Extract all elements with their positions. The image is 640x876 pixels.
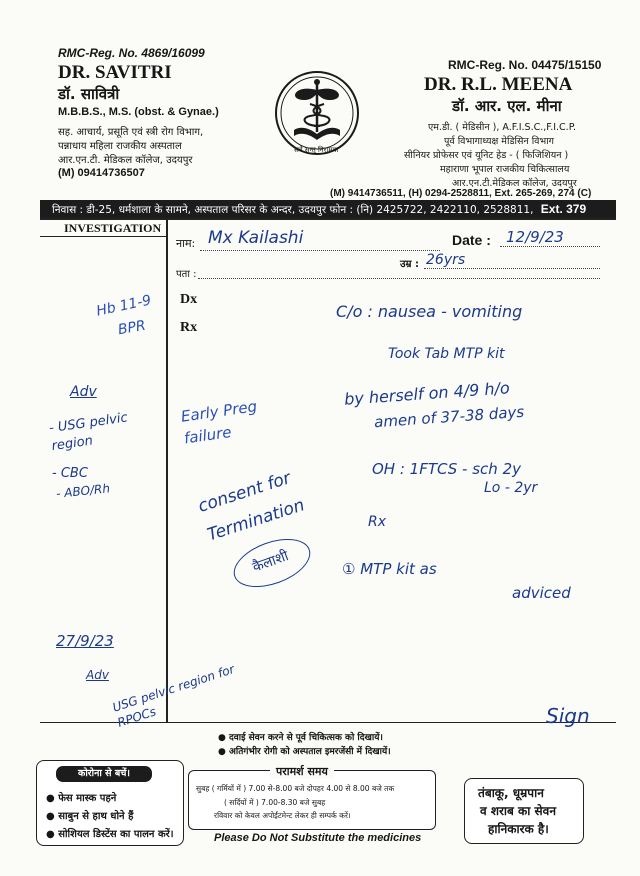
- left-doctor-name: DR. SAVITRI: [58, 62, 172, 83]
- address-line: [198, 278, 600, 279]
- right-doctor-line1: पूर्व विभागाध्यक्ष मेडिसिन विभाग: [444, 136, 554, 147]
- right-doctor-degree: एम.डी. ( मेडिसीन ), A.F.I.S.C.,F.I.C.P.: [428, 122, 576, 133]
- hw-signature: Sign: [546, 704, 590, 728]
- hw-mtp-kit: ① MTP kit as: [342, 560, 437, 578]
- consult-line-2: ( सर्दियों में ) 7.00-8.30 बजे सुबह: [224, 798, 326, 807]
- phone-numbers: (M) 9414736511, (H) 0294-2528811, Ext. 265-269, 274 (C): [330, 188, 592, 199]
- hw-complaint: C/o : nausea - vomiting: [336, 302, 523, 321]
- name-label: नाम:: [176, 237, 196, 250]
- left-doctor-name-hindi: डॉ. सावित्री: [58, 85, 120, 103]
- left-reg-number: RMC-Reg. No. 4869/16099: [58, 46, 205, 60]
- address-band: [40, 200, 616, 218]
- corona-title: कोरोना से बचें।: [56, 766, 152, 782]
- hw-usg: - USG pelvic region: [48, 410, 129, 455]
- hw-by-herself: by herself on 4/9 h/o: [343, 378, 511, 409]
- left-doctor-line3: आर.एन.टी. मेडिकल कॉलेज, उदयपुर: [58, 155, 193, 166]
- substitute-note: Please Do Not Substitute the medicines: [214, 832, 422, 844]
- hw-bpr: BPR: [116, 317, 147, 339]
- note-2: ● अतिगंभीर रोगी को अस्पताल इमरजेंसी में दिखायें।: [218, 747, 391, 757]
- hw-amen: amen of 37-38 days: [373, 402, 525, 432]
- tobacco-line-2: व शराब का सेवन: [480, 804, 557, 818]
- hw-hb: Hb 11-9: [94, 292, 153, 320]
- age-label: उम्र :: [400, 259, 419, 270]
- right-doctor-name: DR. R.L. MEENA: [424, 74, 573, 95]
- hw-took: Took Tab MTP kit: [388, 346, 505, 362]
- tobacco-line-1: तंबाकू, धूम्रपान: [478, 786, 544, 800]
- age-value: 26yrs: [426, 252, 466, 268]
- hw-oh: OH : 1FTCS - sch 2y: [372, 460, 521, 478]
- age-line: [424, 268, 600, 269]
- hw-abo: - ABO/Rh: [55, 481, 111, 501]
- address-text: निवास : डी-25, धर्मशाला के सामने, अस्पताल परिसर के अन्दर, उदयपुर फोन : (नि) 2425722, 2422110, 2528811,: [52, 204, 534, 216]
- tobacco-line-3: हानिकारक है।: [488, 822, 549, 836]
- investigation-divider: [166, 220, 168, 722]
- right-doctor-name-hindi: डॉ. आर. एल. मीना: [452, 97, 562, 115]
- rx-symbol: Rx: [180, 320, 198, 335]
- consult-line-3: रविवार को केवल अपोईंटमेन्ट लेकर ही सम्पर्क करें।: [214, 811, 351, 820]
- hw-adviced: adviced: [512, 584, 571, 602]
- corona-item-2: ● साबुन से हाथ धोने हैं: [46, 811, 134, 822]
- date-value: 12/9/23: [506, 228, 564, 246]
- left-doctor-line2: पन्नाधाय महिला राजकीय अस्पताल: [58, 141, 182, 152]
- patient-name: Mx Kailashi: [208, 228, 304, 248]
- right-reg-number: RMC-Reg. No. 04475/15150: [448, 58, 602, 72]
- address-label: पता :: [176, 269, 197, 280]
- right-doctor-line2: सीनियर प्रोफेसर एवं यूनिट हेड - ( फिजिशियन ): [404, 150, 569, 161]
- corona-item-3: ● सोशियल डिस्टेंस का पालन करें।: [46, 829, 174, 840]
- caduceus-logo: [274, 70, 360, 156]
- date-label: Date :: [452, 232, 491, 248]
- hw-rx: Rx: [368, 514, 387, 530]
- right-doctor-line3: महाराणा भूपाल राजकीय चिकित्सालय: [440, 164, 570, 175]
- hw-adv: Adv: [70, 384, 97, 400]
- date-line: [500, 246, 600, 247]
- dx-symbol: Dx: [180, 292, 198, 307]
- investigation-rule: [40, 236, 166, 237]
- logo-caption: सर्वे सन्तु निरामया: [294, 146, 339, 154]
- consult-title: परामर्श समय: [270, 764, 334, 779]
- name-line: [200, 250, 440, 251]
- hw-stamp-name: कैलाशी: [250, 548, 291, 576]
- hw-followup-adv: Adv: [86, 668, 109, 682]
- left-doctor-mobile: (M) 09414736507: [58, 167, 145, 179]
- hw-cbc: - CBC: [52, 466, 88, 481]
- hw-early-preg: Early Preg failure: [179, 397, 259, 448]
- consult-line-1: सुबह ( गर्मियों में ) 7.00 से-8.00 बजे दोपहर 4.00 से 8.00 बजे तक: [196, 784, 395, 793]
- investigation-heading: INVESTIGATION: [64, 221, 162, 235]
- hw-followup-usg: USG pelvic region for RPOCs: [110, 662, 237, 730]
- right-doctor-line4: आर.एन.टी.मेडिकल कॉलेज, उदयपुर: [452, 178, 577, 189]
- form-top-rule: [40, 218, 616, 220]
- hw-consent: consent for Termination: [195, 468, 308, 546]
- corona-item-1: ● फेस मास्क पहने: [46, 793, 117, 804]
- left-doctor-line1: सह. आचार्य, प्रसूति एवं स्त्री रोग विभाग,: [58, 127, 204, 138]
- hw-followup-date: 27/9/23: [56, 632, 114, 650]
- extension: Ext. 379: [540, 202, 587, 216]
- left-doctor-degree: M.B.B.S., M.S. (obst. & Gynae.): [58, 106, 219, 118]
- hw-lo: Lo - 2yr: [484, 480, 538, 496]
- note-1: ● दवाई सेवन करने से पूर्व चिकित्सक को दिखायें।: [218, 733, 383, 743]
